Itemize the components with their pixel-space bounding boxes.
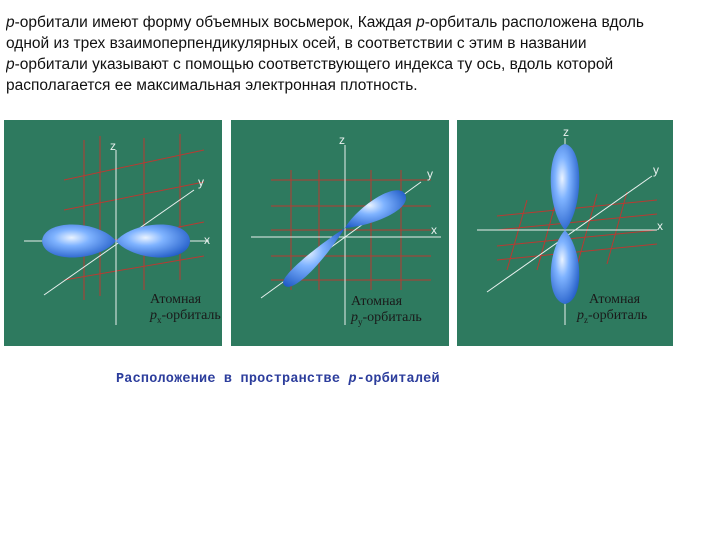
caption-sub: x [157,314,162,325]
line-text: одной из трех взаимоперпендикулярных осей, в соответствии с этим в названии [6,35,587,52]
intro-paragraph [6,12,718,96]
paragraph-line-4 [6,75,718,96]
figure-title-text: Расположение в пространстве [116,372,349,387]
x-axis-label: x [431,223,437,237]
y-axis-label: y [653,163,659,177]
y-axis-label: y [198,175,204,189]
grid-lines [64,134,204,300]
z-axis-label: z [339,133,345,147]
pz-orbital-panel [457,120,673,346]
z-axis-label: z [563,125,569,139]
line-text: -орбитали указывают с помощью соответствующего индекса ту ось, вдоль которой [14,56,614,73]
caption-p: p [577,308,584,323]
x-axis-label: x [657,219,663,233]
figure-title-p: p [348,372,357,387]
px-orbital-panel [4,120,222,346]
figure-title [116,372,440,387]
caption-orbital [351,310,422,330]
caption-sub: z [584,314,588,325]
orbital-lobe-top [551,144,580,230]
p-letter: p [416,14,425,31]
paragraph-line-1 [6,12,718,33]
caption-orbital [577,308,647,328]
z-axis-label: z [110,139,116,153]
caption-title: Атомная [150,292,202,307]
caption-p: p [150,308,157,323]
figure-title-text: -орбиталей [356,372,440,387]
caption-title: Атомная [589,292,641,307]
caption-suffix: -орбиталь [161,308,221,323]
orbital-lobe-bottom [551,230,580,304]
orbital-lobe-right [116,224,190,257]
line-text: -орбиталь расположена вдоль [424,14,644,31]
caption-suffix: -орбиталь [588,308,648,323]
paragraph-line-2 [6,33,718,54]
x-axis-label: x [204,233,210,247]
py-orbital-panel [231,120,449,346]
orbital-lobe-upper [345,190,406,228]
caption-title: Атомная [351,294,403,309]
caption-orbital [150,308,221,328]
y-axis-label: y [427,167,433,181]
line-text: . [413,77,418,94]
caption-sub: y [358,316,363,327]
line-text: -орбитали имеют форму объемных восьмерок, Каждая [14,14,417,31]
p-letter: p [6,14,15,31]
caption-suffix: -орбиталь [362,310,422,325]
paragraph-line-3 [6,54,718,75]
p-letter: p [6,56,15,73]
caption-p: p [351,310,358,325]
line-text: располагается ее максимальная электронная плотность [6,77,414,94]
